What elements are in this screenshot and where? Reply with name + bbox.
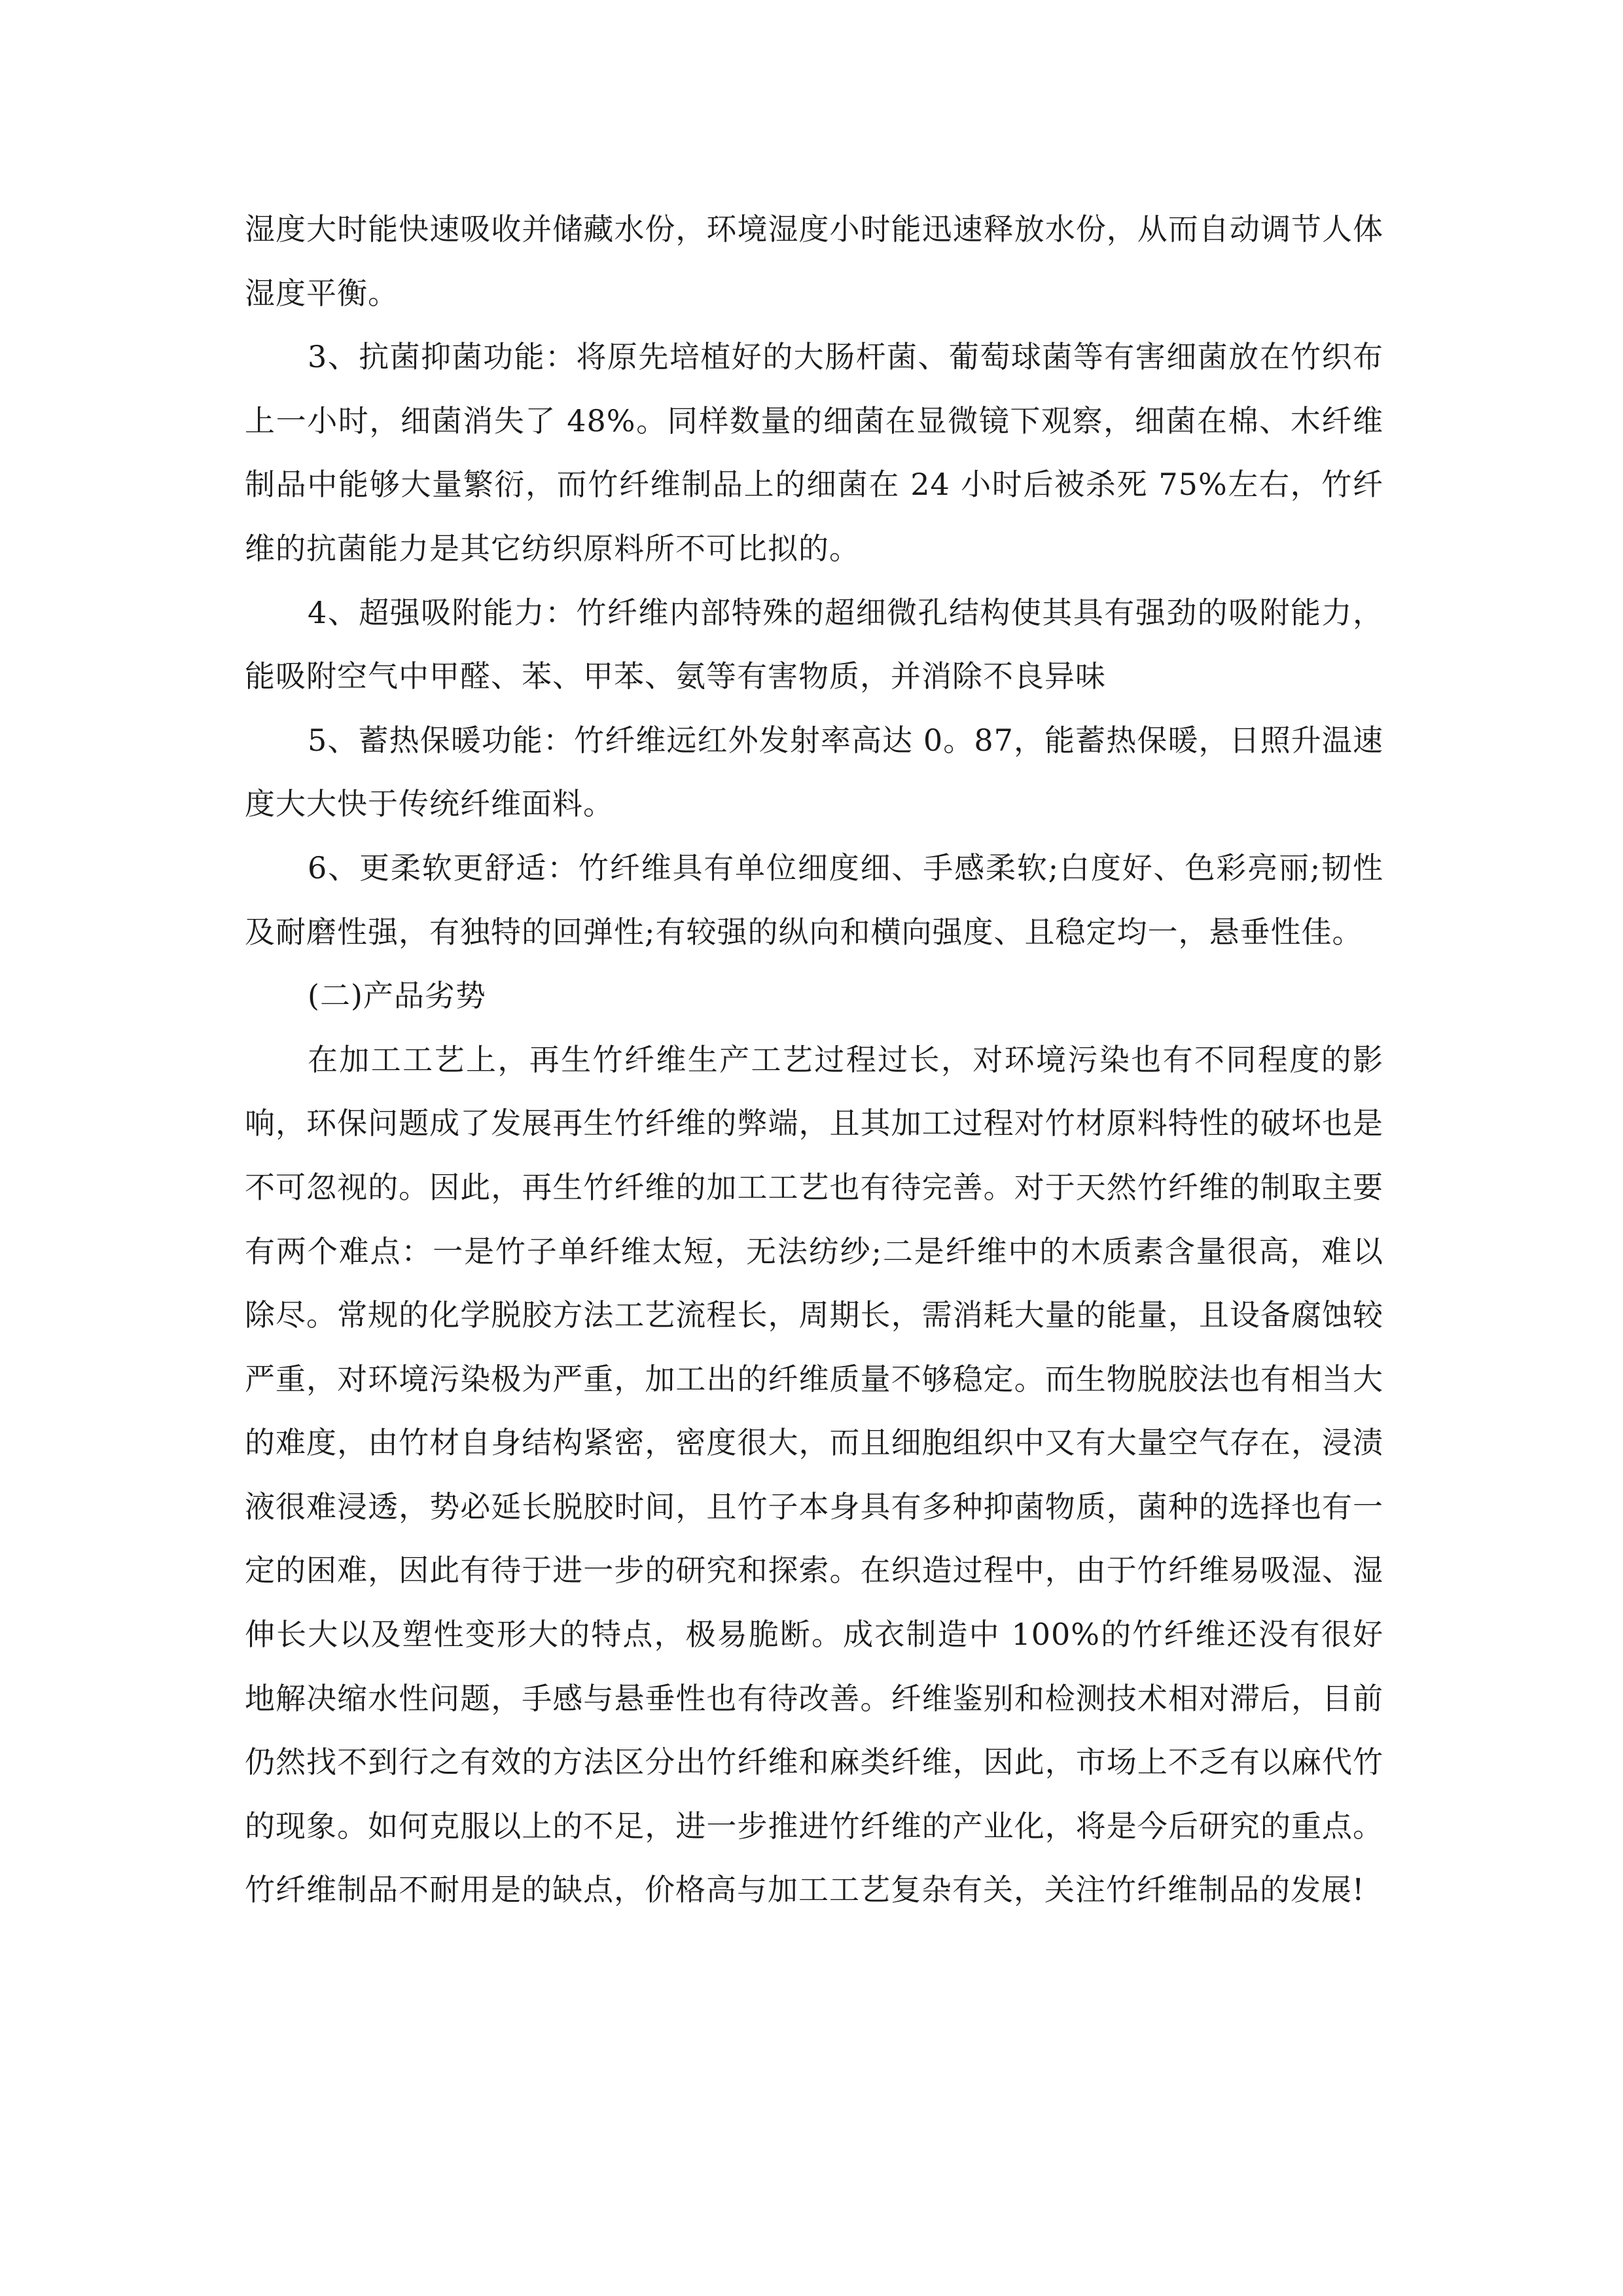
section-heading-disadvantages: (二)产品劣势 <box>308 978 486 1014</box>
paragraph-heat-retention: 5、蓄热保暖功能：竹纤维远红外发射率高达 0。87，能蓄热保暖，日照升温速度大大快于传统纤维面料。 <box>245 722 1383 822</box>
paragraph-adsorption: 4、超强吸附能力：竹纤维内部特殊的超细微孔结构使其具有强劲的吸附能力，能吸附空气中甲醛、苯、甲苯、氨等有害物质，并消除不良异味 <box>245 594 1383 694</box>
paragraph-humidity-continued: 湿度大时能快速吸收并储藏水份，环境湿度小时能迅速释放水份，从而自动调节人体湿度平衡。 <box>245 211 1383 311</box>
paragraph-softness: 6、更柔软更舒适：竹纤维具有单位细度细、手感柔软;白度好、色彩亮丽;韧性及耐磨性强，有独特的回弹性;有较强的纵向和横向强度、且稳定均一，悬垂性佳。 <box>245 850 1383 950</box>
document-body <box>245 198 1383 1922</box>
paragraph-disadvantages: 在加工工艺上，再生竹纤维生产工艺过程过长，对环境污染也有不同程度的影响，环保问题成了发展再生竹纤维的弊端，且其加工过程对竹材原料特性的破坏也是不可忽视的。因此，再生竹纤维的加工工艺也有待完善。对于天然竹纤维的制取主要有两个难点：一是竹子单纤维太短，无法纺纱;二是纤维中的木质素含量很高，难以除尽。常规的化学脱胶方法工艺流程长，周期长，需消耗大量的能量，且设备腐蚀较严重，对环境污染极为严重，加工出的纤维质量不够稳定。而生物脱胶法也有相当大的难度，由竹材自身结构紧密，密度很大，而且细胞组织中又有大量空气存在，浸渍液很难浸透，势必延长脱胶时间，且竹子本身具有多种抑菌物质，菌种的选择也有一定的困难，因此有待于进一步的研究和探索。在织造过程中，由于竹纤维易吸湿、湿伸长大以及塑性变形大的特点，极易脆断。成衣制造中 100%的竹纤维还没有很好地解决缩水性问题，手感与悬垂性也有待改善。纤维鉴别和检测技术相对滞后，目前仍然找不到行之有效的方法区分出竹纤维和麻类纤维，因此，市场上不乏有以麻代竹的现象。如何克服以上的不足，进一步推进竹纤维的产业化，将是今后研究的重点。竹纤维制品不耐用是的缺点，价格高与加工工艺复杂有关，关注竹纤维制品的发展! <box>245 1041 1383 1908</box>
paragraph-antibacterial: 3、抗菌抑菌功能：将原先培植好的大肠杆菌、葡萄球菌等有害细菌放在竹织布上一小时，细菌消失了 48%。同样数量的细菌在显微镜下观察，细菌在棉、木纤维制品中能够大量繁衍，而竹纤维制品上的细菌在 24 小时后被杀死 75%左右，竹纤维的抗菌能力是其它纺织原料所不可比拟的。 <box>245 339 1383 566</box>
